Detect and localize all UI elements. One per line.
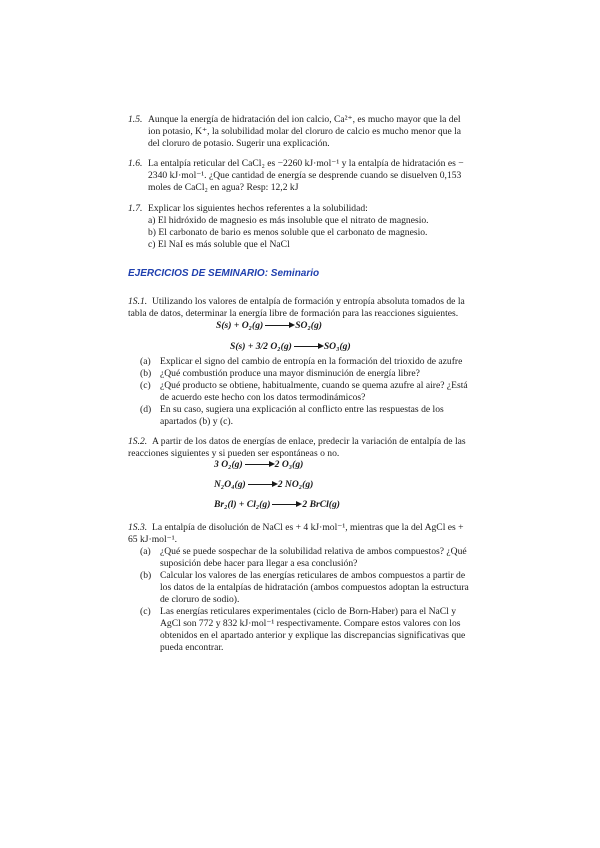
problem-text-line: Utilizando los valores de entalpía de formación y entropía absoluta tomados de la [152,296,465,307]
problem-text-line: A partir de los datos de energías de enlace, predecir la variación de entalpía de las [152,436,466,447]
reaction-arrow-icon [245,464,273,465]
seminar-heading: EJERCICIOS DE SEMINARIO: Seminario [128,268,320,279]
problem-number: 1.7. [128,203,143,214]
reaction-equation [214,499,340,510]
reaction-arrow-icon [272,504,300,505]
problem-text-line: Explicar los siguientes hechos referentes a la solubilidad: [148,203,368,214]
problem-text-line: a) El hidróxido de magnesio es más insoluble que el nitrato de magnesio. [148,215,429,226]
reactants: 3 O₂(g) [214,459,243,470]
problem-text-line: reacciones siguientes y si pueden ser espontáneas o no. [128,448,340,459]
item-label: (a) [140,356,151,367]
item-text-line: obtenidos en el apartado anterior y explique las discrepancias significativas que [160,630,466,641]
item-text-line: Explicar el signo del cambio de entropía en la formación del trioxido de azufre [160,356,463,367]
problem-text-line: tabla de datos, determinar la energía libre de formación para las reacciones siguientes. [128,308,459,319]
problem-text-line: La entalpía reticular del CaCl₂ es −2260 kJ·mol⁻¹ y la entalpía de hidratación es − [148,158,464,169]
problem-number: 1S.2. [128,436,148,447]
reactants: Br₂(l) + Cl₂(g) [214,499,271,510]
item-text-line: ¿Qué producto se obtiene, habitualmente, cuando se quema azufre al aire? ¿Está [160,380,468,391]
problem-number: 1S.3. [128,522,148,533]
problem-number: 1S.1. [128,296,148,307]
reaction-equation [214,459,303,470]
reactants: N₂O₄(g) [214,479,246,490]
item-text-line: de cloruro de sodio). [160,594,240,605]
reactants: S(s) + O₂(g) [216,320,264,331]
item-label: (d) [140,404,152,415]
item-text-line: apartados (b) y (c). [160,416,233,427]
item-text-line: pueda encontrar. [160,642,224,653]
reaction-arrow-icon [265,325,293,326]
problem-text-line: 2340 kJ·mol⁻¹. ¿Que cantidad de energía se desprende cuando se disuelven 0,153 [148,170,462,181]
products: SO₃(g) [323,341,351,352]
problem-number: 1.6. [128,158,143,169]
problem-text-line: 65 kJ·mol⁻¹. [128,534,177,545]
item-text-line: de acuerdo este hecho con los datos termodinámicos? [160,392,366,403]
products: SO₂(g) [295,320,322,331]
item-label: (a) [140,546,151,557]
reaction-arrow-icon [248,484,276,485]
problem-text-line: del cloruro de potasio. Sugerir una explicación. [148,138,330,149]
item-text-line: AgCl son 772 y 832 kJ·mol⁻¹ respectivamente. Compare estos valores con los [160,618,461,629]
item-text-line: En su caso, sugiera una explicación al conflicto entre las respuestas de los [160,404,444,415]
item-text-line: los datos de la entalpías de hidratación (ambos compuestos adoptan la estructura [160,582,469,593]
products: 2 NO₂(g) [277,479,314,490]
item-text-line: suposición debe hacer para llegar a esa conclusión? [160,558,358,569]
item-text-line: ¿Qué se puede sospechar de la solubilidad relativa de ambos compuestos? ¿Qué [160,546,467,557]
problem-text-line: moles de CaCl₂ en agua? Resp: 12,2 kJ [148,182,299,193]
problem-number: 1.5. [128,114,143,125]
problem-text-line: Aunque la energía de hidratación del ion calcio, Ca²⁺, es mucho mayor que la del [148,114,461,125]
products: 2 O₃(g) [274,459,304,470]
problem-text-line: ion potasio, K⁺, la solubilidad molar del cloruro de calcio es mucho menor que la [148,126,462,137]
problem-text-line: c) El NaI es más soluble que el NaCl [148,239,290,250]
problem-text-line: b) El carbonato de bario es menos soluble que el carbonato de magnesio. [148,227,428,238]
reaction-equation [230,341,351,352]
item-text-line: ¿Qué combustión produce una mayor disminución de energía libre? [160,368,420,379]
item-label: (c) [140,380,151,391]
reactants: S(s) + 3/2 O₂(g) [230,341,292,352]
reaction-equation [216,320,322,331]
item-text-line: Las energías reticulares experimentales (ciclo de Born-Haber) para el NaCl y [160,606,457,617]
item-text-line: Calcular los valores de las energías reticulares de ambos compuestos a partir de [160,570,466,581]
item-label: (c) [140,606,151,617]
reaction-equation [214,479,313,490]
products: 2 BrCl(g) [302,499,340,510]
item-label: (b) [140,368,152,379]
reaction-arrow-icon [294,346,322,347]
problem-text-line: La entalpía de disolución de NaCl es + 4 kJ·mol⁻¹, mientras que la del AgCl es + [152,522,464,533]
item-label: (b) [140,570,152,581]
